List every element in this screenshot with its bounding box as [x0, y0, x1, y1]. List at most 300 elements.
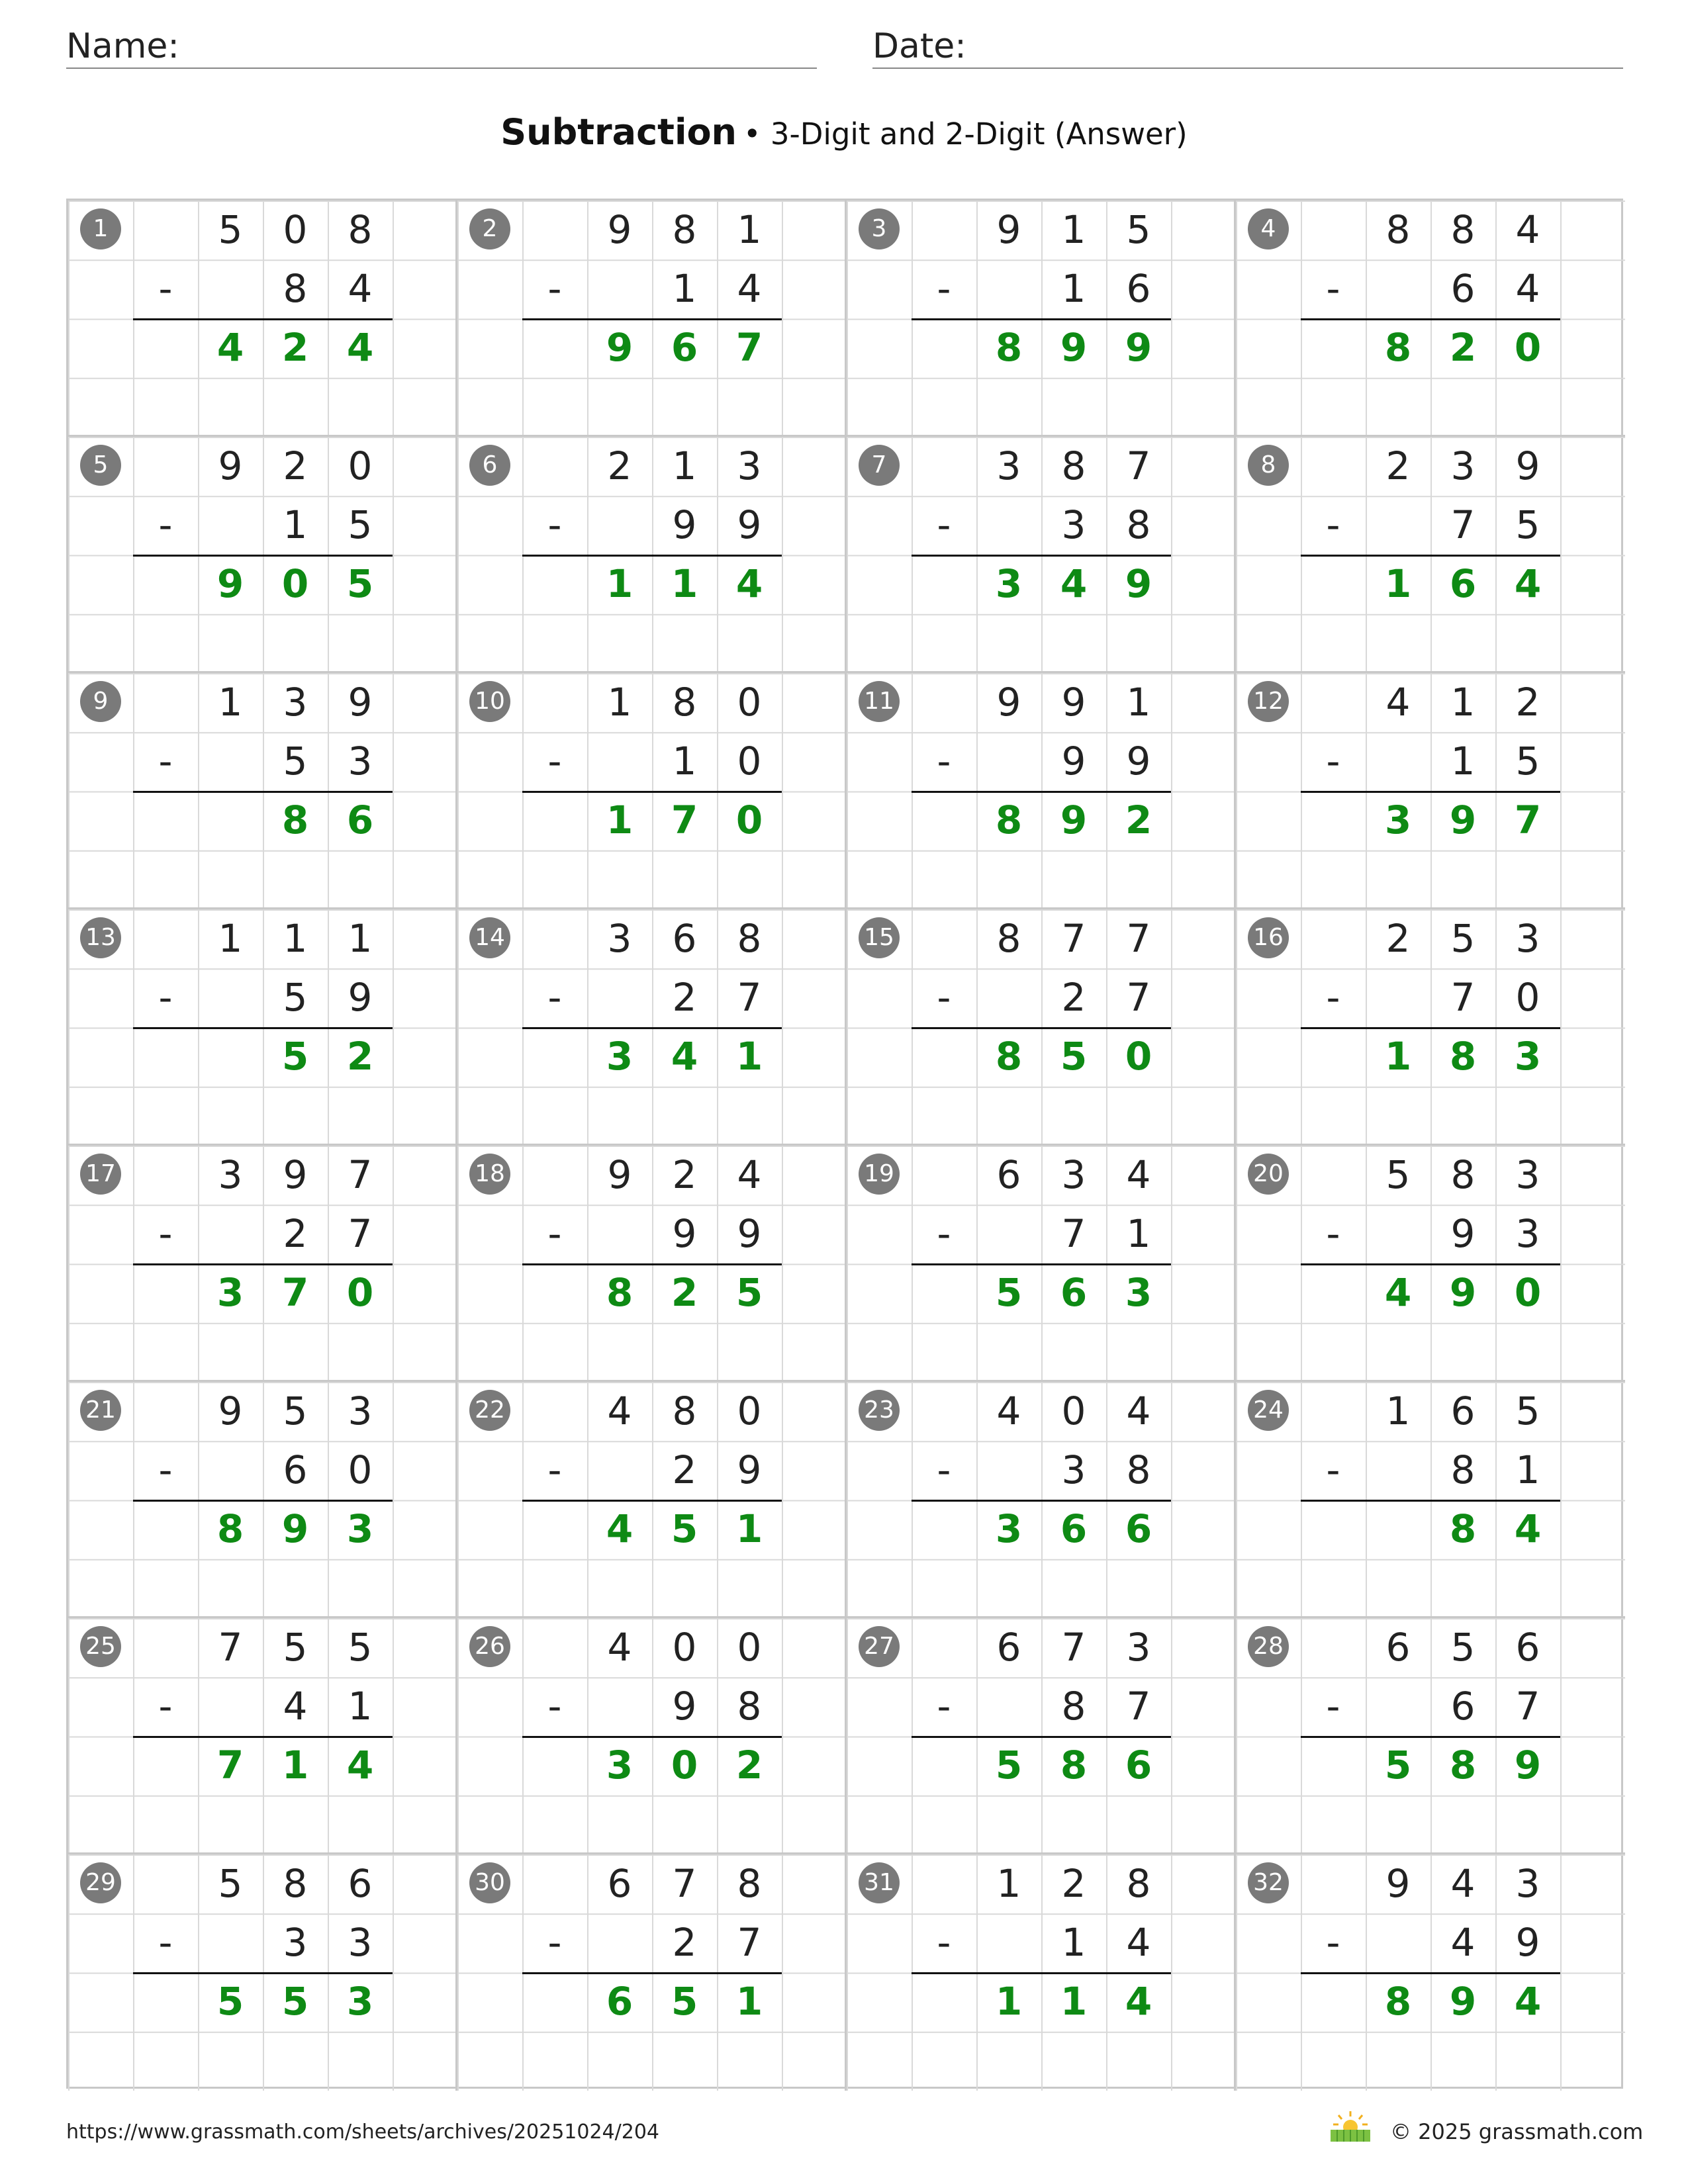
minus-sign: - — [158, 1920, 173, 1965]
digit-cell: 6 — [1449, 561, 1477, 606]
answer-row — [522, 1263, 782, 1322]
problem-card — [457, 1382, 847, 1618]
empty-cell — [1366, 1913, 1430, 1972]
minus-sign: - — [937, 502, 951, 547]
digit-cell: 4 — [1514, 1979, 1542, 2024]
answer-row — [133, 1736, 393, 1795]
empty-cell — [522, 1146, 587, 1205]
answer-row — [1301, 555, 1560, 614]
answer-row — [133, 1263, 393, 1322]
digit-cell: 7 — [216, 1743, 244, 1788]
subtrahend-row — [1301, 1677, 1560, 1738]
digit-cell: 3 — [346, 1979, 374, 2024]
digit-cell: 5 — [995, 1270, 1023, 1315]
digit-cell: 1 — [995, 1979, 1023, 2024]
empty-cell — [912, 1263, 976, 1322]
empty-cell — [912, 791, 976, 850]
digit-cell: 9 — [1515, 1920, 1540, 1965]
minuend-row — [912, 1382, 1171, 1441]
minuend-row — [522, 1146, 782, 1205]
digit-cell: 8 — [1384, 325, 1412, 370]
digit-cell: 7 — [671, 797, 698, 842]
subtrahend-row — [912, 1205, 1171, 1265]
digit-cell: 6 — [1385, 1625, 1411, 1670]
problem-card — [68, 1146, 457, 1382]
digit-cell: 8 — [1449, 1743, 1477, 1788]
digit-cell: 1 — [607, 680, 632, 725]
digit-cell: 4 — [346, 325, 374, 370]
digit-cell: 2 — [1385, 443, 1411, 488]
answer-row — [133, 555, 393, 614]
digit-cell: 4 — [283, 1684, 308, 1729]
digit-cell: 3 — [1061, 1447, 1086, 1492]
digit-cell: 0 — [737, 1625, 762, 1670]
empty-cell — [1301, 1854, 1366, 1913]
digit-cell: 0 — [348, 1447, 373, 1492]
digit-cell: 5 — [1450, 1625, 1476, 1670]
minus-sign: - — [937, 266, 951, 311]
subtrahend-row — [133, 496, 393, 557]
problem-card — [68, 909, 457, 1146]
subtrahend-row — [522, 1205, 782, 1265]
digit-cell: 7 — [1126, 1684, 1151, 1729]
digit-cell: 8 — [737, 1684, 762, 1729]
subtrahend-row — [522, 259, 782, 320]
minus-sign: - — [547, 266, 562, 311]
digit-cell: 9 — [218, 443, 243, 488]
subtrahend-row — [133, 1913, 393, 1974]
digit-cell: 3 — [348, 1920, 373, 1965]
empty-cell — [912, 673, 976, 732]
problem-card — [457, 1618, 847, 1854]
problem-card — [847, 201, 1236, 437]
digit-cell: 5 — [1060, 1034, 1088, 1079]
digit-cell: 1 — [281, 1743, 309, 1788]
digit-cell: 2 — [672, 1152, 697, 1197]
digit-cell: 1 — [1061, 266, 1086, 311]
digit-cell: 1 — [672, 266, 697, 311]
minus-sign: - — [1326, 266, 1340, 311]
empty-cell — [133, 1263, 198, 1322]
digit-cell: 1 — [1061, 1920, 1086, 1965]
answer-row — [522, 1027, 782, 1086]
digit-cell: 1 — [1515, 1447, 1540, 1492]
problem-number-badge: 18 — [469, 1154, 510, 1195]
problem-number-badge: 3 — [859, 208, 900, 250]
digit-cell: 2 — [672, 975, 697, 1020]
digit-cell: 1 — [672, 739, 697, 784]
minus-sign: - — [547, 1684, 562, 1729]
subtrahend-row — [912, 968, 1171, 1029]
answer-row — [1301, 318, 1560, 377]
digit-cell: 9 — [348, 680, 373, 725]
digit-cell: 4 — [1125, 1979, 1152, 2024]
minuend-row — [1301, 437, 1560, 496]
answer-row — [1301, 1736, 1560, 1795]
problem-number-badge: 8 — [1248, 445, 1289, 486]
digit-cell: 1 — [1061, 207, 1086, 252]
digit-cell: 3 — [996, 443, 1021, 488]
digit-cell: 8 — [1061, 443, 1086, 488]
digit-cell: 2 — [671, 1270, 698, 1315]
minus-sign: - — [158, 1684, 173, 1729]
digit-cell: 8 — [216, 1506, 244, 1551]
digit-cell: 9 — [1449, 1270, 1477, 1315]
minus-sign: - — [937, 1447, 951, 1492]
digit-cell: 3 — [1515, 1211, 1540, 1256]
answer-row — [912, 1972, 1171, 2031]
digit-cell: 1 — [737, 207, 762, 252]
digit-cell: 4 — [1126, 1388, 1151, 1433]
minus-sign: - — [547, 1211, 562, 1256]
empty-cell — [522, 437, 587, 496]
empty-cell — [912, 1027, 976, 1086]
answer-row — [1301, 1500, 1560, 1559]
digit-cell: 6 — [1060, 1270, 1088, 1315]
subtrahend-row — [133, 1441, 393, 1502]
empty-cell — [912, 201, 976, 259]
problem-number-badge: 15 — [859, 917, 900, 958]
minuend-row — [1301, 673, 1560, 732]
empty-cell — [133, 555, 198, 614]
subtrahend-row — [912, 1677, 1171, 1738]
problem-number-badge: 9 — [80, 681, 121, 722]
digit-cell: 3 — [737, 443, 762, 488]
digit-cell: 6 — [1060, 1506, 1088, 1551]
digit-cell: 5 — [346, 561, 374, 606]
digit-cell: 8 — [995, 1034, 1023, 1079]
digit-cell: 4 — [607, 1388, 632, 1433]
digit-cell: 9 — [1449, 797, 1477, 842]
digit-cell: 5 — [283, 975, 308, 1020]
digit-cell: 8 — [672, 680, 697, 725]
empty-cell — [198, 1677, 263, 1736]
date-field[interactable] — [872, 25, 1623, 69]
problem-card — [1236, 1382, 1625, 1618]
minuend-row — [133, 1854, 393, 1913]
digit-cell: 0 — [737, 680, 762, 725]
digit-cell: 4 — [606, 1506, 633, 1551]
empty-cell — [522, 1618, 587, 1677]
subtrahend-row — [133, 968, 393, 1029]
digit-cell: 9 — [672, 1684, 697, 1729]
digit-cell: 1 — [1126, 680, 1151, 725]
date-label: Date: — [872, 26, 966, 66]
empty-cell — [587, 1441, 652, 1500]
digit-cell: 4 — [1384, 1270, 1412, 1315]
subtrahend-row — [522, 1913, 782, 1974]
digit-cell: 0 — [1514, 1270, 1542, 1315]
empty-cell — [1301, 318, 1366, 377]
digit-cell: 5 — [995, 1743, 1023, 1788]
minuend-row — [133, 1618, 393, 1677]
problem-card — [457, 201, 847, 437]
empty-cell — [1301, 791, 1366, 850]
digit-cell: 8 — [996, 916, 1021, 961]
problem-card — [68, 1854, 457, 2091]
empty-cell — [976, 1205, 1041, 1263]
digit-cell: 5 — [283, 739, 308, 784]
empty-cell — [1366, 259, 1430, 318]
digit-cell: 8 — [995, 797, 1023, 842]
empty-cell — [1366, 1205, 1430, 1263]
minuend-row — [912, 909, 1171, 968]
empty-cell — [587, 732, 652, 791]
empty-cell — [1366, 732, 1430, 791]
subtrahend-row — [133, 259, 393, 320]
digit-cell: 0 — [672, 1625, 697, 1670]
problem-card — [68, 1618, 457, 1854]
subtrahend-row — [1301, 496, 1560, 557]
digit-cell: 1 — [672, 443, 697, 488]
problem-number-badge: 22 — [469, 1390, 510, 1431]
digit-cell: 8 — [737, 1861, 762, 1906]
problem-number-badge: 24 — [1248, 1390, 1289, 1431]
digit-cell: 5 — [283, 1388, 308, 1433]
digit-cell: 3 — [1384, 797, 1412, 842]
digit-cell: 3 — [1514, 1034, 1542, 1079]
digit-cell: 7 — [1126, 443, 1151, 488]
digit-cell: 1 — [283, 916, 308, 961]
subtrahend-row — [912, 1913, 1171, 1974]
problem-card — [1236, 673, 1625, 909]
minus-sign: - — [1326, 739, 1340, 784]
digit-cell: 0 — [283, 207, 308, 252]
digit-cell: 6 — [1125, 1506, 1152, 1551]
digit-cell: 9 — [216, 561, 244, 606]
digit-cell: 8 — [1385, 207, 1411, 252]
minuend-row — [522, 437, 782, 496]
subtrahend-row — [1301, 732, 1560, 793]
empty-cell — [133, 1500, 198, 1559]
problem-number-badge: 30 — [469, 1862, 510, 1903]
problem-number-badge: 14 — [469, 917, 510, 958]
digit-cell: 4 — [1514, 1506, 1542, 1551]
problem-number-badge: 29 — [80, 1862, 121, 1903]
empty-cell — [198, 259, 263, 318]
digit-cell: 0 — [735, 797, 763, 842]
empty-cell — [912, 437, 976, 496]
digit-cell: 9 — [1515, 443, 1540, 488]
digit-cell: 2 — [607, 443, 632, 488]
digit-cell: 0 — [737, 1388, 762, 1433]
problem-card — [847, 1382, 1236, 1618]
problem-card — [68, 673, 457, 909]
digit-cell: 2 — [281, 325, 309, 370]
problem-number-badge: 2 — [469, 208, 510, 250]
answer-row — [522, 555, 782, 614]
digit-cell: 3 — [1515, 1152, 1540, 1197]
problem-number-badge: 12 — [1248, 681, 1289, 722]
empty-cell — [1301, 437, 1366, 496]
digit-cell: 2 — [1061, 1861, 1086, 1906]
digit-cell: 3 — [995, 561, 1023, 606]
empty-cell — [133, 1146, 198, 1205]
digit-cell: 7 — [1515, 1684, 1540, 1729]
digit-cell: 8 — [1126, 502, 1151, 547]
empty-cell — [133, 1972, 198, 2031]
digit-cell: 3 — [606, 1034, 633, 1079]
empty-cell — [976, 732, 1041, 791]
problem-number-badge: 19 — [859, 1154, 900, 1195]
minus-sign: - — [1326, 975, 1340, 1020]
worksheet-title — [0, 106, 1688, 161]
digit-cell: 9 — [1126, 739, 1151, 784]
problem-number-badge: 5 — [80, 445, 121, 486]
minus-sign: - — [1326, 1920, 1340, 1965]
problem-card — [1236, 1618, 1625, 1854]
digit-cell: 3 — [216, 1270, 244, 1315]
digit-cell: 1 — [348, 916, 373, 961]
answer-row — [912, 1027, 1171, 1086]
empty-cell — [1366, 496, 1430, 555]
digit-cell: 3 — [1125, 1270, 1152, 1315]
minus-sign: - — [158, 266, 173, 311]
empty-cell — [522, 791, 587, 850]
digit-cell: 4 — [737, 266, 762, 311]
minuend-row — [522, 1854, 782, 1913]
footer-url[interactable]: https://www.grassmath.com/sheets/archives/20251024/204 — [66, 2120, 660, 2144]
digit-cell: 9 — [218, 1388, 243, 1433]
minus-sign: - — [1326, 1684, 1340, 1729]
digit-cell: 7 — [1061, 1211, 1086, 1256]
empty-cell — [976, 1677, 1041, 1736]
problem-number-badge: 16 — [1248, 917, 1289, 958]
digit-cell: 8 — [348, 207, 373, 252]
problem-number-badge: 4 — [1248, 208, 1289, 250]
empty-cell — [912, 1972, 976, 2031]
subtrahend-row — [522, 1441, 782, 1502]
answer-row — [1301, 791, 1560, 850]
digit-cell: 8 — [995, 325, 1023, 370]
digit-cell: 4 — [1514, 561, 1542, 606]
empty-cell — [1301, 1618, 1366, 1677]
empty-cell — [133, 201, 198, 259]
digit-cell: 5 — [735, 1270, 763, 1315]
digit-cell: 3 — [1061, 1152, 1086, 1197]
digit-cell: 1 — [606, 797, 633, 842]
empty-cell — [587, 259, 652, 318]
problem-card — [1236, 437, 1625, 673]
empty-cell — [198, 496, 263, 555]
empty-cell — [1366, 968, 1430, 1027]
answer-row — [1301, 1263, 1560, 1322]
digit-cell: 0 — [1514, 325, 1542, 370]
digit-cell: 7 — [737, 1920, 762, 1965]
minuend-row — [1301, 1382, 1560, 1441]
name-label: Name: — [66, 26, 179, 66]
empty-cell — [522, 1263, 587, 1322]
minus-sign: - — [547, 1920, 562, 1965]
subtrahend-row — [133, 1205, 393, 1265]
digit-cell: 4 — [346, 1743, 374, 1788]
minuend-row — [522, 201, 782, 259]
empty-cell — [1301, 1736, 1366, 1795]
empty-cell — [522, 909, 587, 968]
digit-cell: 1 — [1060, 1979, 1088, 2024]
subtrahend-row — [522, 496, 782, 557]
problem-number-badge: 28 — [1248, 1626, 1289, 1667]
empty-cell — [912, 1500, 976, 1559]
digit-cell: 5 — [1515, 1388, 1540, 1433]
digit-cell: 1 — [735, 1979, 763, 2024]
digit-cell: 6 — [348, 1861, 373, 1906]
digit-cell: 0 — [346, 1270, 374, 1315]
digit-cell: 2 — [735, 1743, 763, 1788]
digit-cell: 8 — [1126, 1861, 1151, 1906]
answer-row — [1301, 1027, 1560, 1086]
digit-cell: 8 — [1449, 1506, 1477, 1551]
digit-cell: 8 — [1060, 1743, 1088, 1788]
answer-row — [912, 1500, 1171, 1559]
digit-cell: 9 — [737, 1211, 762, 1256]
digit-cell: 1 — [1384, 1034, 1412, 1079]
problem-number-badge: 10 — [469, 681, 510, 722]
subtrahend-row — [1301, 259, 1560, 320]
digit-cell: 9 — [607, 207, 632, 252]
digit-cell: 3 — [995, 1506, 1023, 1551]
minuend-row — [1301, 1618, 1560, 1677]
title-subtitle: • 3-Digit and 2-Digit (Answer) — [743, 116, 1188, 152]
problem-number-badge: 13 — [80, 917, 121, 958]
grassmath-sun-logo-icon — [1327, 2110, 1374, 2143]
digit-cell: 8 — [1061, 1684, 1086, 1729]
minus-sign: - — [937, 1211, 951, 1256]
digit-cell: 9 — [996, 207, 1021, 252]
problem-grid — [66, 199, 1623, 2089]
digit-cell: 1 — [283, 502, 308, 547]
digit-cell: 3 — [283, 1920, 308, 1965]
empty-cell — [133, 437, 198, 496]
empty-cell — [1301, 1027, 1366, 1086]
minuend-row — [1301, 909, 1560, 968]
digit-cell: 5 — [1515, 502, 1540, 547]
digit-cell: 5 — [283, 1625, 308, 1670]
minuend-row — [522, 909, 782, 968]
name-field[interactable] — [66, 25, 817, 69]
digit-cell: 6 — [1126, 266, 1151, 311]
digit-cell: 7 — [737, 975, 762, 1020]
empty-cell — [522, 555, 587, 614]
digit-cell: 4 — [1060, 561, 1088, 606]
minuend-row — [133, 1146, 393, 1205]
minus-sign: - — [547, 1447, 562, 1492]
empty-cell — [1301, 1972, 1366, 2031]
digit-cell: 4 — [737, 1152, 762, 1197]
minus-sign: - — [1326, 502, 1340, 547]
minus-sign: - — [158, 975, 173, 1020]
subtrahend-row — [912, 259, 1171, 320]
problem-card — [457, 673, 847, 909]
subtrahend-row — [522, 1677, 782, 1738]
problem-card — [457, 1146, 847, 1382]
empty-cell — [912, 1854, 976, 1913]
digit-cell: 9 — [281, 1506, 309, 1551]
digit-cell: 0 — [671, 1743, 698, 1788]
digit-cell: 1 — [1450, 739, 1476, 784]
problem-card — [68, 1382, 457, 1618]
empty-cell — [1301, 909, 1366, 968]
problem-number-badge: 17 — [80, 1154, 121, 1195]
digit-cell: 7 — [1450, 502, 1476, 547]
empty-cell — [976, 1441, 1041, 1500]
problem-number-badge: 1 — [80, 208, 121, 250]
digit-cell: 9 — [1125, 325, 1152, 370]
digit-cell: 3 — [283, 680, 308, 725]
digit-cell: 9 — [672, 1211, 697, 1256]
problem-card — [457, 437, 847, 673]
empty-cell — [1301, 1146, 1366, 1205]
